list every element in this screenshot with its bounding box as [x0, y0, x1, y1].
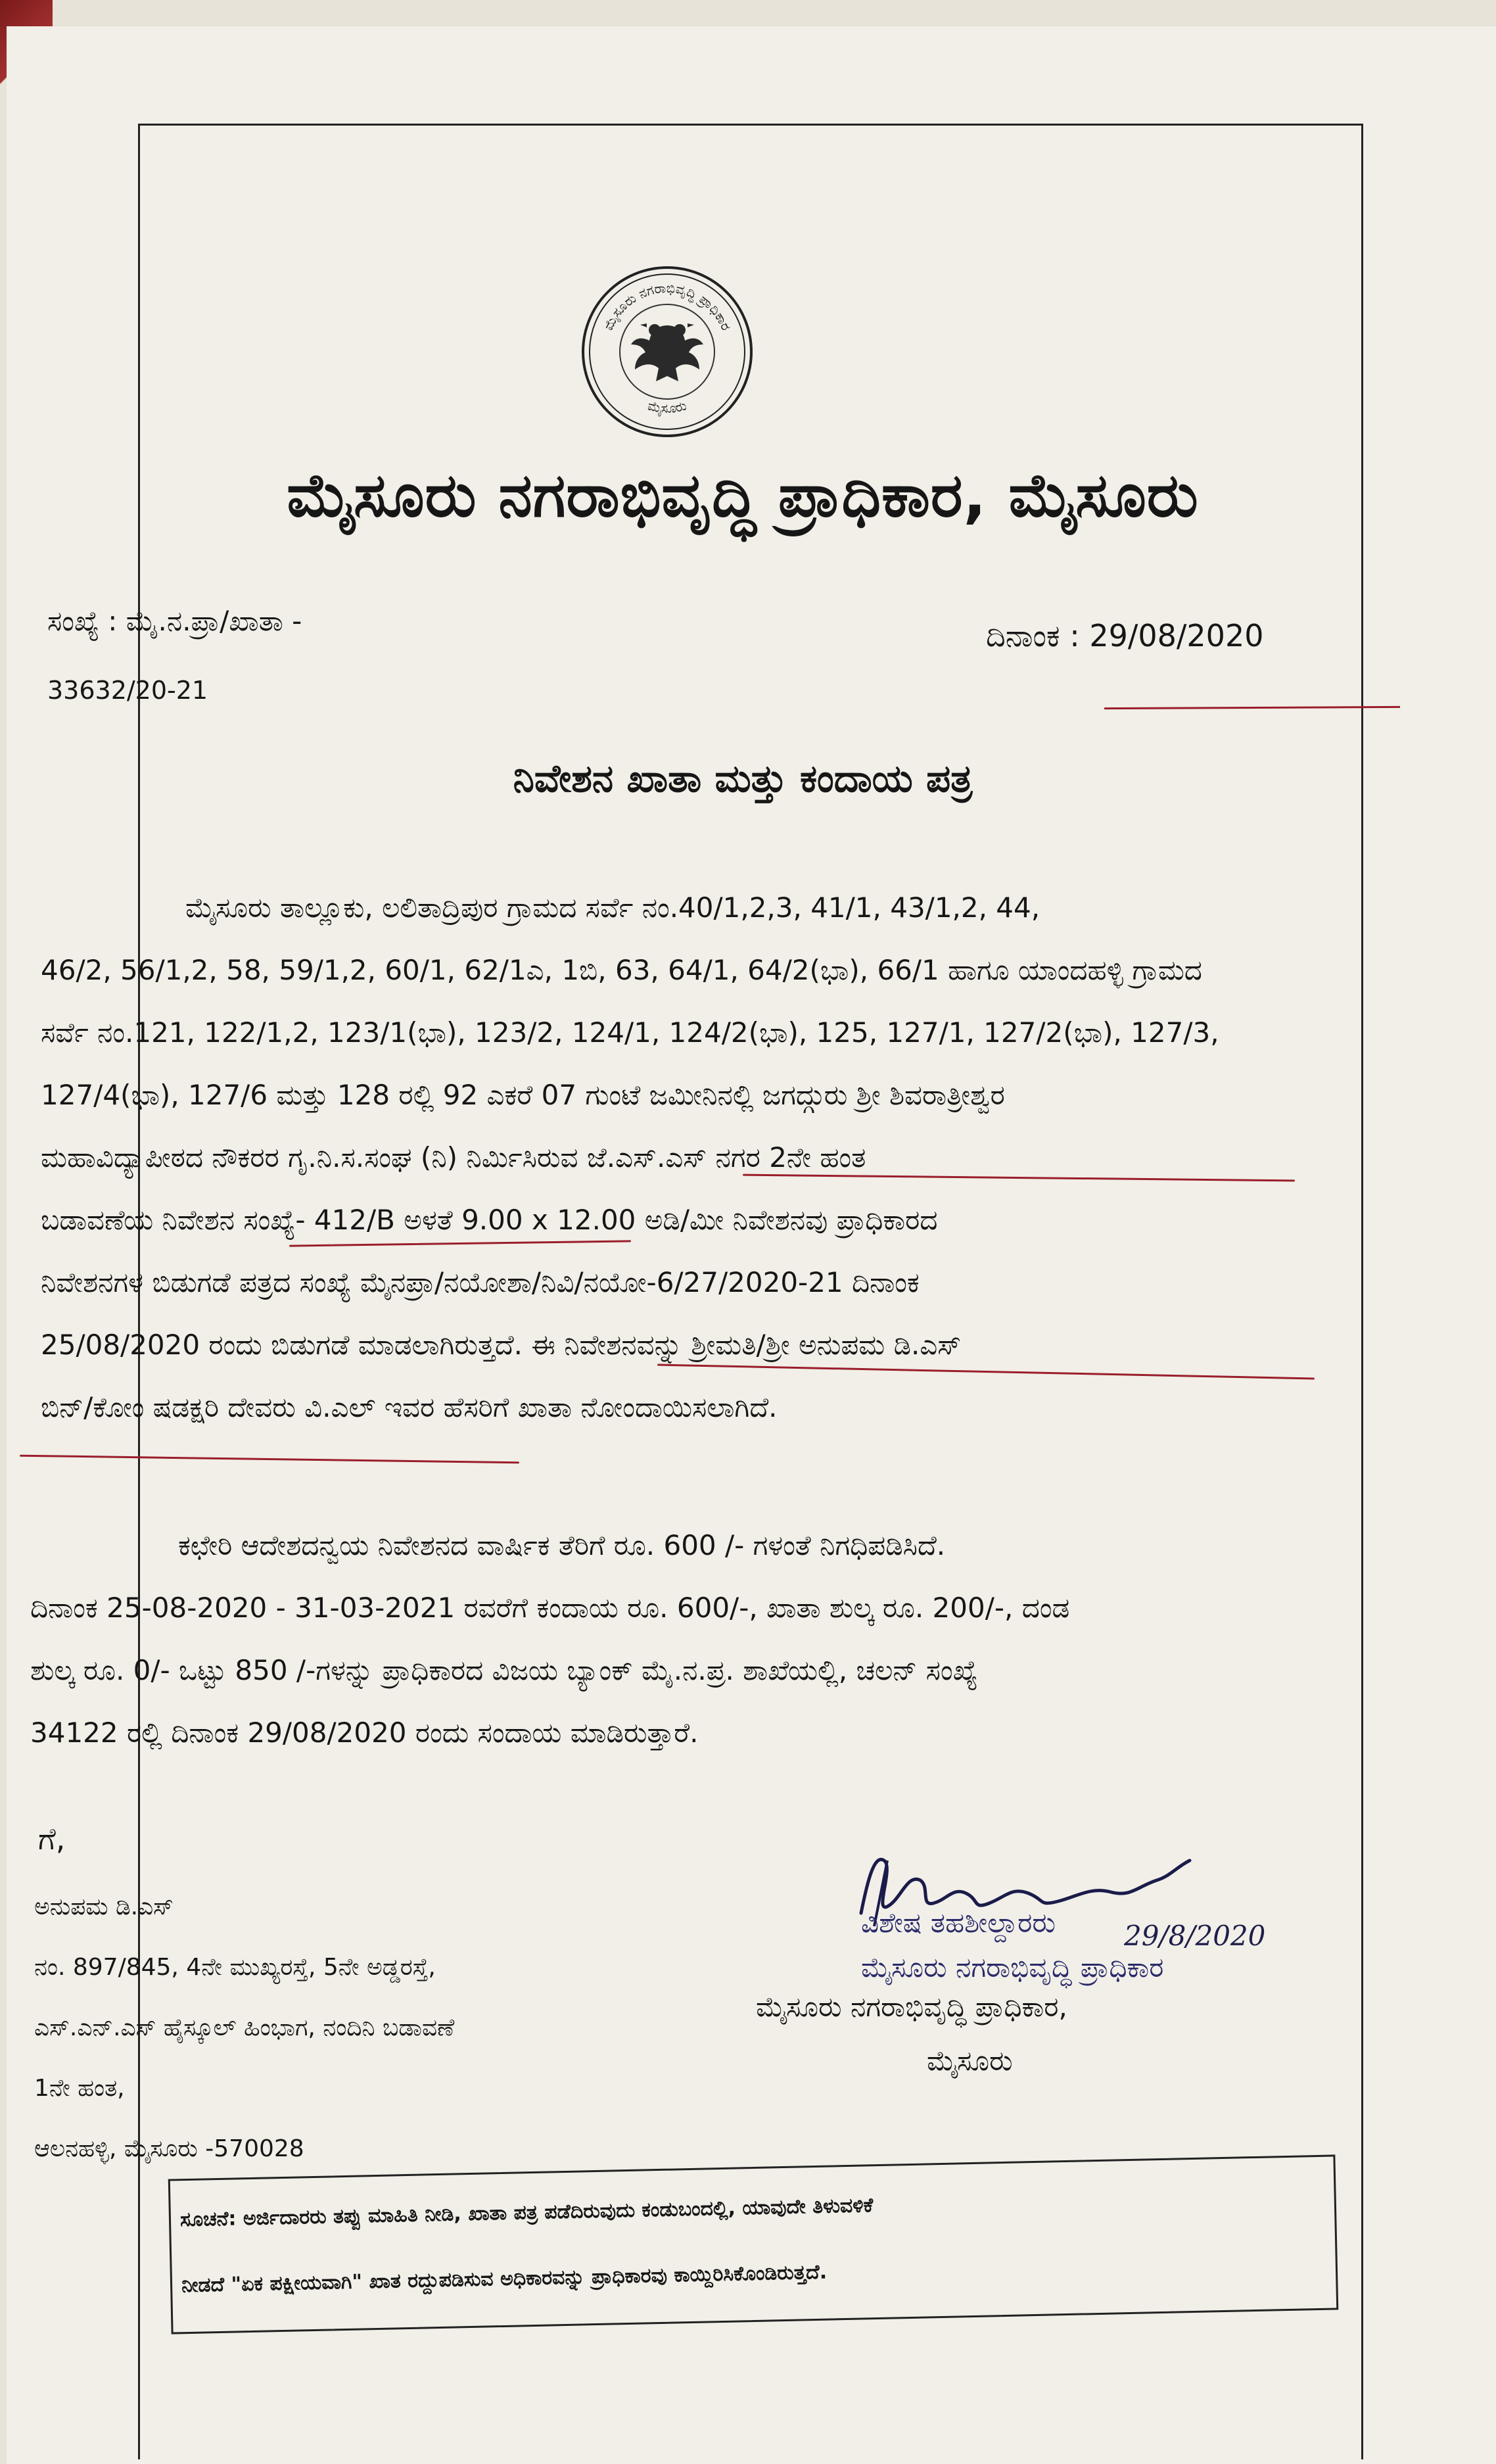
- address-line: 1ನೇ ಹಂತ,: [34, 2075, 125, 2102]
- document-date: ದಿನಾಂಕ : 29/08/2020: [986, 618, 1264, 653]
- paragraph-line: ಕಛೇರಿ ಆದೇಶದನ್ವಯ ನಿವೇಶನದ ವಾರ್ಷಿಕ ತೆರಿಗೆ ರೂ. 600 /- ಗಳಂತೆ ನಿಗಧಿಪಡಿಸಿದೆ.: [178, 1529, 946, 1561]
- salutation: ಗೆ,: [38, 1821, 66, 1857]
- paragraph-line: ಶುಲ್ಕ ರೂ. 0/- ಒಟ್ಟು 850 /-ಗಳನ್ನು ಪ್ರಾಧಿಕಾರದ ವಿಜಯ ಬ್ಯಾಂಕ್ ಮೈ.ನ.ಪ್ರ. ಶಾಖೆಯಲ್ಲಿ, ಚಲನ್ ಸಂಖ್ಯೆ: [30, 1654, 978, 1686]
- notice-box: [168, 2154, 1339, 2334]
- address-line: ನಂ. 897/845, 4ನೇ ಮುಖ್ಯರಸ್ತೆ, 5ನೇ ಅಡ್ಡರಸ್ತೆ,: [34, 1954, 436, 1981]
- address-line: ಅನುಪಮ ಡಿ.ಎಸ್: [34, 1893, 174, 1920]
- signature-block: [756, 1841, 1347, 2091]
- authority-heading: ಮೈಸೂರು ನಗರಾಭಿವೃದ್ಧಿ ಪ್ರಾಧಿಕಾರ, ಮೈಸೂರು: [287, 460, 1199, 531]
- paragraph-line: ಮೈಸೂರು ತಾಲ್ಲೂಕು, ಲಲಿತಾದ್ರಿಪುರ ಗ್ರಾಮದ ಸರ್ವೆ ನಂ.40/1,2,3, 41/1, 43/1,2, 44,: [185, 891, 1040, 924]
- paragraph-line: 34122 ರಲ್ಲಿ ದಿನಾಂಕ 29/08/2020 ರಂದು ಸಂದಾಯ ಮಾಡಿರುತ್ತಾರೆ.: [30, 1717, 699, 1749]
- paragraph-line: 25/08/2020 ರಂದು ಬಿಡುಗಡೆ ಮಾಡಲಾಗಿರುತ್ತದೆ. ಈ ನಿವೇಶನವನ್ನು ಶ್ರೀಮತಿ/ಶ್ರೀ ಅನುಪಮ ಡಿ.ಎಸ್: [41, 1329, 962, 1361]
- notice-line: ನೀಡದೆ "ಏಕ ಪಕ್ಷೀಯವಾಗಿ" ಖಾತ ರದ್ದುಪಡಿಸುವ ಅಧಿಕಾರವನ್ನು ಪ್ರಾಧಿಕಾರವು ಕಾಯ್ದಿರಿಸಿಕೊಂಡಿರುತ್ತದೆ.: [181, 2260, 828, 2298]
- document-title: ನಿವೇಶನ ಖಾತಾ ಮತ್ತು ಕಂದಾಯ ಪತ್ರ: [513, 756, 973, 801]
- paragraph-line: 127/4(ಭಾ), 127/6 ಮತ್ತು 128 ರಲ್ಲಿ 92 ಎಕರೆ 07 ಗುಂಟೆ ಜಮೀನಿನಲ್ಲಿ ಜಗದ್ಗುರು ಶ್ರೀ ಶಿವರಾತ್ರೀಶ್ವರ: [41, 1079, 1005, 1111]
- address-line: ಆಲನಹಳ್ಳಿ, ಮೈಸೂರು -570028: [34, 2135, 304, 2162]
- emblem-top-text: ಮೈಸೂರು ನಗರಾಭಿವೃದ್ಧಿ ಪ್ರಾಧಿಕಾರ: [599, 279, 735, 333]
- signatory-city: ಮೈಸೂರು: [927, 2045, 1013, 2077]
- authority-emblem-icon: [578, 263, 756, 440]
- handwritten-date: 29/8/2020: [1124, 1920, 1266, 1952]
- address-line: ಎಸ್.ಎನ್.ಎಸ್ ಹೈಸ್ಕೂಲ್ ಹಿಂಭಾಗ, ನಂದಿನಿ ಬಡಾವಣೆ: [34, 2014, 455, 2041]
- paragraph-line: ನಿವೇಶನಗಳ ಬಿಡುಗಡೆ ಪತ್ರದ ಸಂಖ್ಯೆ ಮೈನಪ್ರಾ/ನಯೋಶಾ/ನಿವಿ/ನಯೋ-6/27/2020-21 ದಿನಾಂಕ: [41, 1266, 920, 1298]
- paragraph-line: ಬಿನ್/ಕೋಂ ಷಡಕ್ಷರಿ ದೇವರು ವಿ.ಎಲ್ ಇವರ ಹೆಸರಿಗೆ ಖಾತಾ ನೋಂದಾಯಿಸಲಾಗಿದೆ.: [41, 1391, 778, 1423]
- svg-text:ಮೈಸೂರು ನಗರಾಭಿವೃದ್ಧಿ ಪ್ರಾಧಿಕಾರ: [600, 280, 734, 333]
- stamp-organisation: ಮೈಸೂರು ನಗರಾಭಿವೃದ್ಧಿ ಪ್ರಾಧಿಕಾರ: [861, 1951, 1164, 1983]
- emblem-bottom-text: ಮೈಸೂರು: [646, 397, 688, 417]
- svg-text:ಮೈಸೂರು: [646, 397, 688, 417]
- paragraph-line: ಬಡಾವಣೆಯ ನಿವೇಶನ ಸಂಖ್ಯೆ- 412/B ಅಳತೆ 9.00 x 12.00 ಅಡಿ/ಮೀ ನಿವೇಶನವು ಪ್ರಾಧಿಕಾರದ: [41, 1204, 938, 1236]
- reference-number: 33632/20-21: [47, 676, 208, 705]
- notice-line: ಸೂಚನೆ: ಅರ್ಜಿದಾರರು ತಪ್ಪು ಮಾಹಿತಿ ನೀಡಿ, ಖಾತಾ ಪತ್ರ ಪಡೆದಿರುವುದು ಕಂಡುಬಂದಲ್ಲಿ, ಯಾವುದೇ ತಿಳುವಳಿಕೆ: [179, 2194, 874, 2232]
- paragraph-line: ಮಹಾವಿದ್ಯಾಪೀಠದ ನೌಕರರ ಗೃ.ನಿ.ಸ.ಸಂಘ (ನಿ) ನಿರ್ಮಿಸಿರುವ ಜೆ.ಎಸ್.ಎಸ್ ನಗರ 2ನೇ ಹಂತ: [41, 1141, 866, 1173]
- paragraph-line: 46/2, 56/1,2, 58, 59/1,2, 60/1, 62/1ಎ, 1ಬಿ, 63, 64/1, 64/2(ಭಾ), 66/1 ಹಾಗೂ ಯಾಂದಹಳ್ಳಿ ಗ್ರಾಮದ: [41, 954, 1202, 986]
- stamp-title: ವಿಶೇಷ ತಹಶೀಲ್ದಾರರು: [861, 1907, 1056, 1939]
- signatory-organisation: ಮೈಸೂರು ನಗರಾಭಿವೃದ್ಧಿ ಪ್ರಾಧಿಕಾರ,: [756, 1991, 1067, 2023]
- reference-label: ಸಂಖ್ಯೆ : ಮೈ.ನ.ಪ್ರಾ/ಖಾತಾ -: [47, 605, 302, 637]
- paragraph-line: ದಿನಾಂಕ 25-08-2020 - 31-03-2021 ರವರೆಗೆ ಕಂದಾಯ ರೂ. 600/-, ಖಾತಾ ಶುಲ್ಕ ರೂ. 200/-, ದಂಡ: [30, 1592, 1070, 1624]
- paragraph-line: ಸರ್ವೆ ನಂ.121, 122/1,2, 123/1(ಭಾ), 123/2, 124/1, 124/2(ಭಾ), 125, 127/1, 127/2(ಭಾ), 127/3,: [41, 1016, 1219, 1049]
